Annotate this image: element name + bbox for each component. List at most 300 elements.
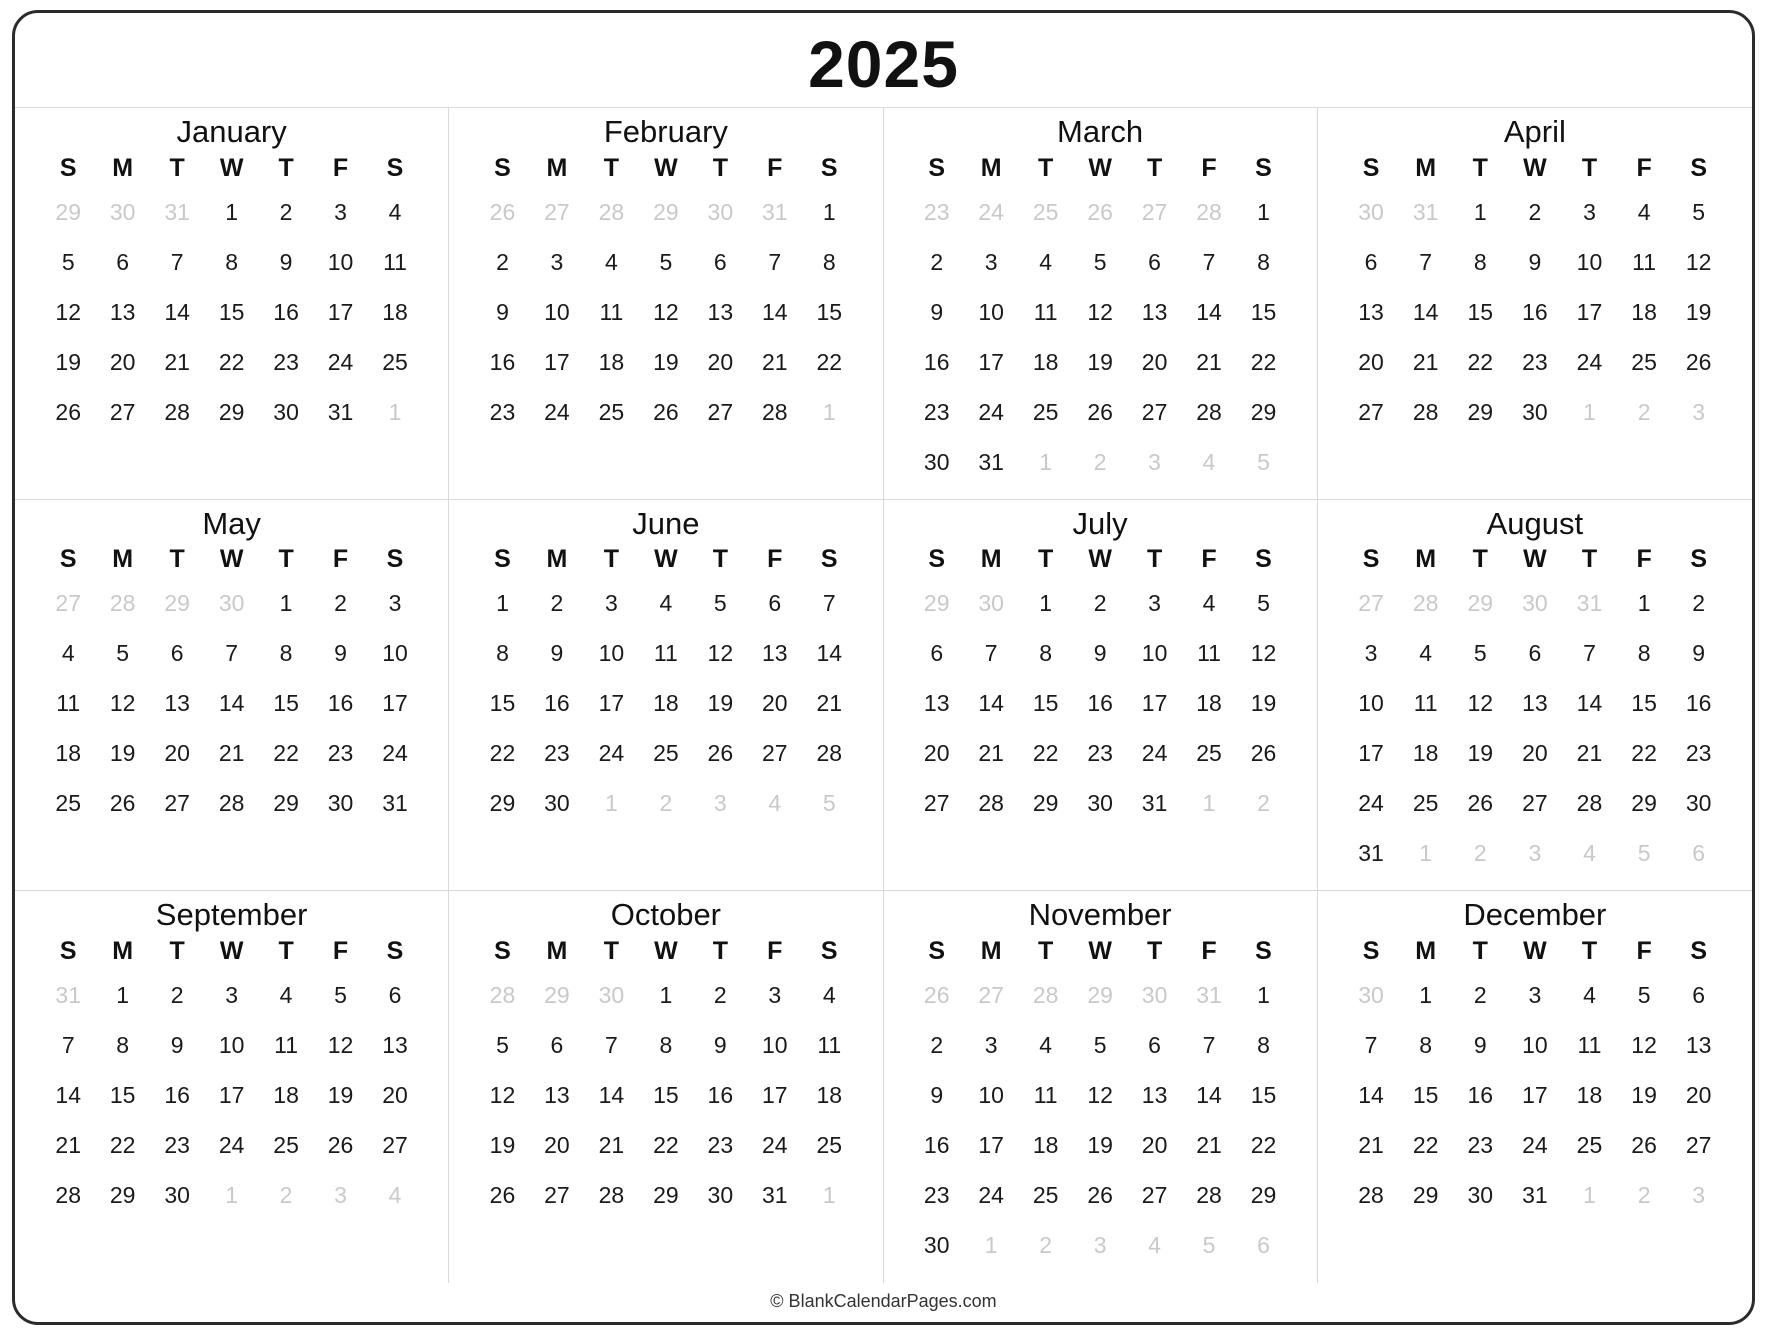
- day-cell[interactable]: 6: [1148, 1031, 1161, 1058]
- day-cell-adjacent-month[interactable]: 3: [713, 790, 727, 817]
- day-cell[interactable]: 19: [1087, 348, 1113, 375]
- day-cell[interactable]: 8: [225, 248, 239, 275]
- day-cell[interactable]: 30: [707, 1181, 734, 1208]
- day-cell-adjacent-month[interactable]: 5: [1257, 448, 1270, 475]
- day-cell[interactable]: 29: [1631, 790, 1657, 817]
- day-cell[interactable]: 14: [55, 1081, 82, 1108]
- day-cell[interactable]: 5: [713, 590, 727, 617]
- day-cell-adjacent-month[interactable]: 5: [1202, 1231, 1216, 1258]
- day-cell[interactable]: 26: [1685, 348, 1712, 375]
- day-cell[interactable]: 30: [1087, 790, 1113, 817]
- day-cell[interactable]: 2: [170, 981, 184, 1008]
- day-cell[interactable]: 9: [1692, 640, 1706, 667]
- day-cell[interactable]: 3: [550, 248, 564, 275]
- day-cell[interactable]: 9: [713, 1031, 727, 1058]
- day-cell-adjacent-month[interactable]: 2: [1039, 1231, 1053, 1258]
- day-cell[interactable]: 20: [923, 740, 950, 767]
- day-cell[interactable]: 5: [659, 248, 673, 275]
- day-cell[interactable]: 4: [279, 981, 293, 1008]
- day-cell-adjacent-month[interactable]: 1: [1419, 840, 1433, 867]
- day-cell[interactable]: 27: [707, 398, 734, 425]
- day-cell-adjacent-month[interactable]: 28: [1196, 198, 1222, 225]
- day-cell[interactable]: 27: [1141, 1181, 1168, 1208]
- day-cell[interactable]: 22: [1467, 348, 1494, 375]
- day-cell[interactable]: 18: [382, 298, 408, 325]
- day-cell[interactable]: 28: [164, 398, 190, 425]
- day-cell-adjacent-month[interactable]: 31: [1412, 198, 1439, 225]
- day-cell-adjacent-month[interactable]: 1: [822, 1181, 836, 1208]
- day-cell[interactable]: 1: [1039, 590, 1053, 617]
- day-cell[interactable]: 2: [1692, 590, 1706, 617]
- day-cell[interactable]: 18: [1576, 1081, 1603, 1108]
- day-cell[interactable]: 7: [1202, 248, 1216, 275]
- day-cell[interactable]: 4: [1039, 1031, 1053, 1058]
- day-cell[interactable]: 27: [762, 740, 788, 767]
- day-cell[interactable]: 15: [109, 1081, 136, 1108]
- day-cell-adjacent-month[interactable]: 29: [544, 981, 570, 1008]
- day-cell[interactable]: 15: [816, 298, 843, 325]
- day-cell[interactable]: 18: [55, 740, 82, 767]
- day-cell-adjacent-month[interactable]: 1: [225, 1181, 239, 1208]
- day-cell[interactable]: 30: [923, 1231, 950, 1258]
- day-cell[interactable]: 9: [930, 1081, 944, 1108]
- day-cell-adjacent-month[interactable]: 26: [1087, 198, 1113, 225]
- day-cell[interactable]: 13: [707, 298, 734, 325]
- day-cell[interactable]: 12: [489, 1081, 516, 1108]
- day-cell[interactable]: 8: [279, 640, 293, 667]
- day-cell[interactable]: 13: [382, 1031, 408, 1058]
- day-cell[interactable]: 30: [1685, 790, 1712, 817]
- day-cell[interactable]: 5: [496, 1031, 509, 1058]
- day-cell[interactable]: 16: [544, 690, 570, 717]
- day-cell[interactable]: 29: [653, 1181, 679, 1208]
- day-cell[interactable]: 14: [1576, 690, 1603, 717]
- day-cell[interactable]: 5: [116, 640, 130, 667]
- day-cell[interactable]: 20: [1522, 740, 1548, 767]
- day-cell[interactable]: 26: [1250, 740, 1277, 767]
- day-cell[interactable]: 12: [653, 298, 679, 325]
- day-cell[interactable]: 11: [1033, 1081, 1058, 1108]
- day-cell[interactable]: 25: [816, 1131, 843, 1158]
- day-cell[interactable]: 19: [109, 740, 136, 767]
- day-cell[interactable]: 20: [1685, 1081, 1712, 1108]
- day-cell-adjacent-month[interactable]: 27: [55, 590, 82, 617]
- day-cell[interactable]: 17: [1576, 298, 1603, 325]
- day-cell[interactable]: 7: [984, 640, 998, 667]
- day-cell[interactable]: 21: [55, 1131, 82, 1158]
- day-cell[interactable]: 22: [1250, 348, 1277, 375]
- day-cell[interactable]: 12: [1250, 640, 1277, 667]
- day-cell[interactable]: 16: [1087, 690, 1113, 717]
- day-cell[interactable]: 3: [605, 590, 618, 617]
- day-cell[interactable]: 3: [1583, 198, 1596, 225]
- day-cell[interactable]: 8: [1257, 1031, 1270, 1058]
- day-cell[interactable]: 22: [273, 740, 299, 767]
- day-cell[interactable]: 23: [164, 1131, 190, 1158]
- day-cell[interactable]: 7: [170, 248, 184, 275]
- day-cell[interactable]: 9: [550, 640, 564, 667]
- day-cell-adjacent-month[interactable]: 4: [1148, 1231, 1161, 1258]
- day-cell[interactable]: 25: [55, 790, 82, 817]
- day-cell[interactable]: 29: [1412, 1181, 1439, 1208]
- day-cell[interactable]: 13: [1141, 1081, 1168, 1108]
- day-cell[interactable]: 31: [327, 398, 354, 425]
- day-cell-adjacent-month[interactable]: 1: [1583, 1181, 1596, 1208]
- day-cell[interactable]: 28: [1412, 398, 1439, 425]
- day-cell[interactable]: 14: [1412, 298, 1439, 325]
- day-cell[interactable]: 28: [55, 1181, 82, 1208]
- day-cell[interactable]: 23: [327, 740, 354, 767]
- day-cell-adjacent-month[interactable]: 31: [55, 981, 82, 1008]
- day-cell[interactable]: 10: [762, 1031, 788, 1058]
- day-cell[interactable]: 29: [109, 1181, 136, 1208]
- day-cell[interactable]: 23: [489, 398, 516, 425]
- day-cell[interactable]: 14: [1358, 1081, 1384, 1108]
- day-cell[interactable]: 4: [1637, 198, 1651, 225]
- day-cell[interactable]: 29: [1467, 398, 1494, 425]
- day-cell[interactable]: 24: [1358, 790, 1384, 817]
- day-cell[interactable]: 12: [1467, 690, 1494, 717]
- day-cell[interactable]: 8: [1419, 1031, 1433, 1058]
- day-cell[interactable]: 11: [56, 690, 81, 717]
- day-cell[interactable]: 22: [218, 348, 245, 375]
- day-cell[interactable]: 29: [273, 790, 299, 817]
- day-cell[interactable]: 25: [653, 740, 679, 767]
- day-cell[interactable]: 6: [1692, 981, 1706, 1008]
- day-cell-adjacent-month[interactable]: 26: [489, 198, 516, 225]
- day-cell[interactable]: 17: [218, 1081, 245, 1108]
- day-cell[interactable]: 19: [1087, 1131, 1113, 1158]
- day-cell[interactable]: 31: [978, 448, 1004, 475]
- day-cell-adjacent-month[interactable]: 1: [822, 398, 836, 425]
- day-cell[interactable]: 19: [1685, 298, 1712, 325]
- day-cell[interactable]: 13: [923, 690, 950, 717]
- day-cell[interactable]: 5: [1257, 590, 1270, 617]
- day-cell[interactable]: 4: [659, 590, 673, 617]
- day-cell[interactable]: 31: [382, 790, 408, 817]
- day-cell[interactable]: 5: [1093, 248, 1107, 275]
- day-cell-adjacent-month[interactable]: 2: [1257, 790, 1270, 817]
- day-cell[interactable]: 24: [978, 1181, 1004, 1208]
- day-cell[interactable]: 9: [334, 640, 347, 667]
- day-cell-adjacent-month[interactable]: 28: [598, 198, 625, 225]
- day-cell[interactable]: 8: [1473, 248, 1487, 275]
- day-cell[interactable]: 17: [1141, 690, 1168, 717]
- day-cell[interactable]: 11: [1577, 1031, 1602, 1058]
- day-cell[interactable]: 23: [1685, 740, 1712, 767]
- day-cell[interactable]: 4: [1039, 248, 1053, 275]
- day-cell[interactable]: 21: [598, 1131, 625, 1158]
- day-cell[interactable]: 25: [598, 398, 625, 425]
- day-cell[interactable]: 15: [1631, 690, 1657, 717]
- day-cell[interactable]: 14: [816, 640, 843, 667]
- day-cell[interactable]: 30: [164, 1181, 190, 1208]
- day-cell[interactable]: 16: [1685, 690, 1712, 717]
- day-cell[interactable]: 1: [279, 590, 293, 617]
- day-cell[interactable]: 12: [327, 1031, 354, 1058]
- day-cell-adjacent-month[interactable]: 29: [55, 198, 82, 225]
- day-cell-adjacent-month[interactable]: 1: [984, 1231, 998, 1258]
- day-cell[interactable]: 30: [273, 398, 299, 425]
- day-cell[interactable]: 27: [1685, 1131, 1712, 1158]
- day-cell[interactable]: 26: [1087, 398, 1113, 425]
- day-cell[interactable]: 15: [1032, 690, 1059, 717]
- day-cell[interactable]: 24: [762, 1131, 788, 1158]
- day-cell[interactable]: 20: [544, 1131, 570, 1158]
- day-cell-adjacent-month[interactable]: 2: [1637, 398, 1651, 425]
- day-cell[interactable]: 28: [816, 740, 843, 767]
- day-cell[interactable]: 21: [816, 690, 843, 717]
- day-cell[interactable]: 27: [1358, 398, 1384, 425]
- day-cell[interactable]: 7: [768, 248, 782, 275]
- day-cell[interactable]: 18: [1196, 690, 1222, 717]
- day-cell[interactable]: 28: [1358, 1181, 1384, 1208]
- day-cell[interactable]: 26: [489, 1181, 516, 1208]
- day-cell-adjacent-month[interactable]: 30: [978, 590, 1004, 617]
- day-cell[interactable]: 21: [978, 740, 1004, 767]
- day-cell-adjacent-month[interactable]: 30: [598, 981, 625, 1008]
- day-cell[interactable]: 11: [383, 248, 407, 275]
- day-cell[interactable]: 7: [61, 1031, 75, 1058]
- day-cell[interactable]: 22: [816, 348, 843, 375]
- day-cell[interactable]: 12: [1087, 298, 1113, 325]
- day-cell[interactable]: 1: [225, 198, 239, 225]
- day-cell[interactable]: 22: [109, 1131, 136, 1158]
- day-cell[interactable]: 17: [1522, 1081, 1548, 1108]
- day-cell-adjacent-month[interactable]: 29: [923, 590, 950, 617]
- day-cell[interactable]: 26: [1631, 1131, 1657, 1158]
- day-cell[interactable]: 20: [164, 740, 190, 767]
- day-cell[interactable]: 18: [816, 1081, 843, 1108]
- day-cell[interactable]: 31: [762, 1181, 788, 1208]
- day-cell[interactable]: 10: [327, 248, 354, 275]
- day-cell[interactable]: 15: [273, 690, 299, 717]
- day-cell[interactable]: 10: [544, 298, 570, 325]
- day-cell[interactable]: 1: [1637, 590, 1651, 617]
- day-cell[interactable]: 20: [707, 348, 734, 375]
- day-cell[interactable]: 21: [164, 348, 190, 375]
- day-cell[interactable]: 22: [653, 1131, 679, 1158]
- day-cell[interactable]: 8: [116, 1031, 130, 1058]
- day-cell-adjacent-month[interactable]: 29: [164, 590, 190, 617]
- day-cell[interactable]: 6: [388, 981, 402, 1008]
- day-cell[interactable]: 23: [707, 1131, 734, 1158]
- day-cell-adjacent-month[interactable]: 4: [1202, 448, 1216, 475]
- day-cell[interactable]: 19: [327, 1081, 354, 1108]
- day-cell[interactable]: 14: [598, 1081, 625, 1108]
- day-cell[interactable]: 25: [1032, 398, 1059, 425]
- day-cell[interactable]: 7: [605, 1031, 618, 1058]
- day-cell[interactable]: 25: [1576, 1131, 1603, 1158]
- day-cell[interactable]: 1: [1257, 981, 1270, 1008]
- day-cell[interactable]: 15: [1412, 1081, 1439, 1108]
- day-cell[interactable]: 1: [1473, 198, 1487, 225]
- day-cell[interactable]: 4: [1202, 590, 1216, 617]
- day-cell[interactable]: 10: [1358, 690, 1384, 717]
- day-cell[interactable]: 8: [1257, 248, 1270, 275]
- day-cell[interactable]: 28: [598, 1181, 625, 1208]
- day-cell[interactable]: 13: [1685, 1031, 1712, 1058]
- day-cell[interactable]: 23: [923, 398, 950, 425]
- day-cell-adjacent-month[interactable]: 29: [653, 198, 679, 225]
- day-cell[interactable]: 21: [1196, 348, 1222, 375]
- day-cell[interactable]: 17: [978, 348, 1004, 375]
- day-cell[interactable]: 11: [274, 1031, 299, 1058]
- day-cell-adjacent-month[interactable]: 28: [109, 590, 136, 617]
- day-cell[interactable]: 7: [1583, 640, 1596, 667]
- day-cell[interactable]: 28: [1576, 790, 1603, 817]
- day-cell[interactable]: 7: [225, 640, 239, 667]
- day-cell[interactable]: 6: [1364, 248, 1378, 275]
- day-cell[interactable]: 13: [1141, 298, 1168, 325]
- day-cell[interactable]: 4: [605, 248, 618, 275]
- day-cell[interactable]: 30: [923, 448, 950, 475]
- day-cell[interactable]: 28: [762, 398, 788, 425]
- day-cell[interactable]: 15: [653, 1081, 679, 1108]
- day-cell[interactable]: 16: [923, 348, 950, 375]
- day-cell[interactable]: 16: [273, 298, 299, 325]
- day-cell[interactable]: 30: [1467, 1181, 1494, 1208]
- day-cell-adjacent-month[interactable]: 30: [1358, 198, 1384, 225]
- day-cell[interactable]: 11: [1033, 298, 1058, 325]
- day-cell[interactable]: 4: [388, 198, 402, 225]
- day-cell[interactable]: 19: [1631, 1081, 1657, 1108]
- day-cell[interactable]: 9: [1093, 640, 1107, 667]
- day-cell[interactable]: 5: [1692, 198, 1706, 225]
- day-cell-adjacent-month[interactable]: 30: [1141, 981, 1168, 1008]
- day-cell[interactable]: 21: [762, 348, 788, 375]
- day-cell[interactable]: 18: [1631, 298, 1657, 325]
- day-cell[interactable]: 24: [544, 398, 570, 425]
- day-cell[interactable]: 14: [1196, 1081, 1222, 1108]
- day-cell-adjacent-month[interactable]: 3: [1692, 398, 1706, 425]
- day-cell[interactable]: 11: [653, 640, 678, 667]
- day-cell-adjacent-month[interactable]: 2: [1473, 840, 1487, 867]
- day-cell-adjacent-month[interactable]: 27: [1358, 590, 1384, 617]
- day-cell[interactable]: 11: [1632, 248, 1657, 275]
- day-cell[interactable]: 2: [930, 248, 944, 275]
- day-cell[interactable]: 21: [1358, 1131, 1384, 1158]
- day-cell[interactable]: 26: [1087, 1181, 1113, 1208]
- day-cell-adjacent-month[interactable]: 3: [1692, 1181, 1706, 1208]
- day-cell[interactable]: 29: [1250, 1181, 1277, 1208]
- day-cell[interactable]: 5: [1093, 1031, 1107, 1058]
- day-cell[interactable]: 3: [225, 981, 239, 1008]
- day-cell[interactable]: 24: [1141, 740, 1168, 767]
- day-cell[interactable]: 8: [1637, 640, 1651, 667]
- day-cell[interactable]: 29: [489, 790, 516, 817]
- day-cell[interactable]: 18: [1032, 1131, 1059, 1158]
- day-cell[interactable]: 24: [218, 1131, 245, 1158]
- day-cell[interactable]: 4: [1419, 640, 1433, 667]
- day-cell[interactable]: 12: [109, 690, 136, 717]
- day-cell[interactable]: 6: [170, 640, 184, 667]
- day-cell[interactable]: 16: [707, 1081, 734, 1108]
- day-cell-adjacent-month[interactable]: 1: [388, 398, 402, 425]
- day-cell[interactable]: 1: [1257, 198, 1270, 225]
- day-cell[interactable]: 13: [1358, 298, 1384, 325]
- day-cell[interactable]: 19: [707, 690, 734, 717]
- day-cell[interactable]: 13: [762, 640, 788, 667]
- day-cell[interactable]: 15: [1250, 298, 1277, 325]
- day-cell-adjacent-month[interactable]: 25: [1032, 198, 1059, 225]
- day-cell-adjacent-month[interactable]: 6: [1257, 1231, 1270, 1258]
- day-cell[interactable]: 4: [822, 981, 836, 1008]
- day-cell[interactable]: 27: [109, 398, 136, 425]
- day-cell[interactable]: 13: [544, 1081, 570, 1108]
- day-cell[interactable]: 3: [768, 981, 782, 1008]
- day-cell[interactable]: 15: [218, 298, 245, 325]
- day-cell[interactable]: 2: [1473, 981, 1487, 1008]
- day-cell[interactable]: 24: [327, 348, 354, 375]
- day-cell[interactable]: 13: [109, 298, 136, 325]
- day-cell[interactable]: 7: [1364, 1031, 1378, 1058]
- day-cell-adjacent-month[interactable]: 1: [1583, 398, 1596, 425]
- day-cell[interactable]: 5: [61, 248, 75, 275]
- day-cell[interactable]: 14: [164, 298, 190, 325]
- day-cell[interactable]: 6: [768, 590, 782, 617]
- day-cell[interactable]: 5: [1637, 981, 1651, 1008]
- day-cell[interactable]: 15: [1467, 298, 1494, 325]
- day-cell[interactable]: 8: [822, 248, 836, 275]
- day-cell[interactable]: 6: [713, 248, 727, 275]
- day-cell-adjacent-month[interactable]: 6: [1692, 840, 1706, 867]
- day-cell[interactable]: 25: [1032, 1181, 1059, 1208]
- day-cell[interactable]: 25: [273, 1131, 299, 1158]
- day-cell[interactable]: 21: [1576, 740, 1603, 767]
- day-cell-adjacent-month[interactable]: 29: [1467, 590, 1494, 617]
- day-cell-adjacent-month[interactable]: 28: [1032, 981, 1059, 1008]
- day-cell-adjacent-month[interactable]: 26: [923, 981, 950, 1008]
- day-cell-adjacent-month[interactable]: 1: [605, 790, 618, 817]
- day-cell[interactable]: 3: [1148, 590, 1161, 617]
- day-cell[interactable]: 23: [273, 348, 299, 375]
- day-cell[interactable]: 16: [327, 690, 354, 717]
- day-cell-adjacent-month[interactable]: 5: [1637, 840, 1651, 867]
- day-cell-adjacent-month[interactable]: 2: [279, 1181, 293, 1208]
- day-cell[interactable]: 27: [1141, 398, 1168, 425]
- day-cell[interactable]: 24: [382, 740, 408, 767]
- day-cell[interactable]: 26: [707, 740, 734, 767]
- day-cell[interactable]: 23: [1522, 348, 1548, 375]
- day-cell[interactable]: 21: [1412, 348, 1439, 375]
- day-cell[interactable]: 27: [544, 1181, 570, 1208]
- day-cell[interactable]: 6: [550, 1031, 564, 1058]
- day-cell[interactable]: 27: [164, 790, 190, 817]
- day-cell[interactable]: 14: [218, 690, 245, 717]
- day-cell[interactable]: 24: [1576, 348, 1603, 375]
- day-cell[interactable]: 23: [1087, 740, 1113, 767]
- day-cell[interactable]: 14: [978, 690, 1004, 717]
- day-cell[interactable]: 9: [930, 298, 944, 325]
- day-cell-adjacent-month[interactable]: 27: [978, 981, 1004, 1008]
- day-cell[interactable]: 10: [1576, 248, 1603, 275]
- day-cell[interactable]: 7: [1419, 248, 1433, 275]
- day-cell[interactable]: 25: [1196, 740, 1222, 767]
- day-cell[interactable]: 12: [1631, 1031, 1657, 1058]
- day-cell[interactable]: 18: [598, 348, 625, 375]
- day-cell-adjacent-month[interactable]: 3: [1148, 448, 1161, 475]
- day-cell[interactable]: 25: [382, 348, 408, 375]
- day-cell[interactable]: 12: [1087, 1081, 1113, 1108]
- day-cell-adjacent-month[interactable]: 4: [388, 1181, 402, 1208]
- day-cell[interactable]: 19: [1250, 690, 1277, 717]
- day-cell[interactable]: 18: [1032, 348, 1059, 375]
- day-cell[interactable]: 19: [489, 1131, 516, 1158]
- day-cell[interactable]: 20: [382, 1081, 408, 1108]
- day-cell-adjacent-month[interactable]: 31: [1196, 981, 1222, 1008]
- day-cell-adjacent-month[interactable]: 28: [1412, 590, 1439, 617]
